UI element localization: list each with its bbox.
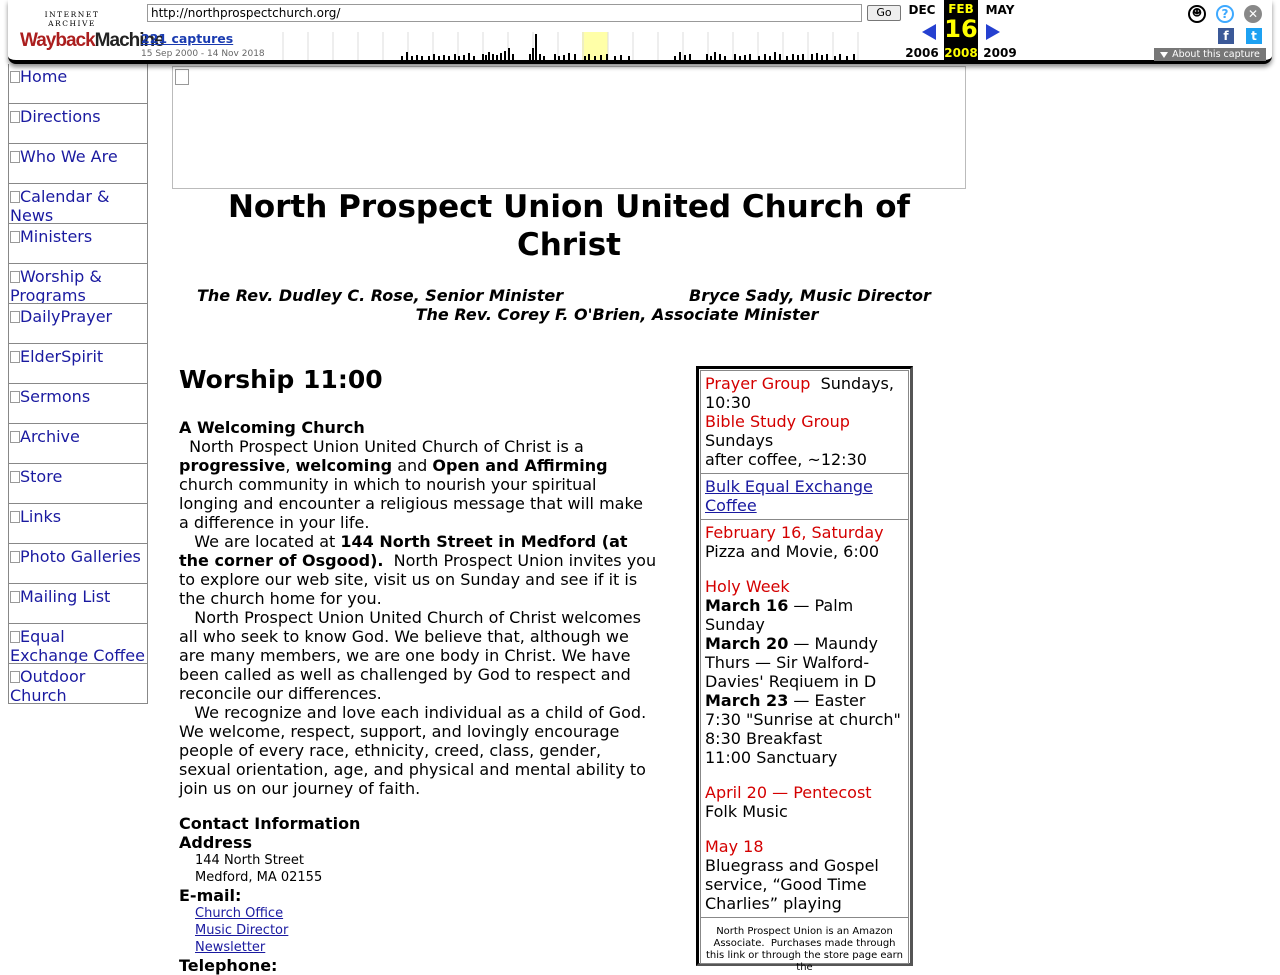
sidebar-item-store[interactable]: Store: [8, 464, 148, 504]
broken-image-icon: [10, 151, 20, 163]
prev-capture-arrow-icon[interactable]: [922, 24, 936, 40]
sidebar-item-calendar-news[interactable]: Calendar & News: [8, 184, 148, 224]
upcoming-events: [701, 520, 908, 918]
broken-image-icon: [10, 471, 20, 483]
event-march16-text: — Palm Sunday: [705, 596, 854, 634]
event-may-text: Bluegrass and Gospel service, “Good Time Charlies” playing: [705, 856, 879, 913]
next-month[interactable]: MAY: [985, 3, 1015, 17]
triangle-down-icon: [1160, 52, 1168, 58]
broken-image-icon: [10, 351, 20, 363]
broken-image-icon: [10, 111, 20, 123]
capture-date-range: 15 Sep 2000 - 14 Nov 2018: [141, 49, 265, 59]
twitter-icon[interactable]: t: [1246, 28, 1262, 44]
sidebar-item-who-we-are[interactable]: Who We Are: [8, 144, 148, 184]
header-banner-image: [172, 66, 966, 189]
current-capture-date: [944, 0, 978, 60]
logo-machine: Machine: [94, 30, 164, 51]
broken-image-icon: [10, 231, 20, 243]
logo-wayback: Wayback: [20, 30, 95, 51]
event-may-label: May 18: [705, 837, 764, 856]
sidebar-item-photo-galleries[interactable]: Photo Galleries: [8, 544, 148, 584]
broken-image-icon: [10, 511, 20, 523]
broken-image-icon: [10, 431, 20, 443]
current-month: FEB: [948, 2, 974, 16]
current-year: 2008: [944, 46, 978, 60]
go-button[interactable]: Go: [867, 5, 901, 21]
email-link-newsletter[interactable]: Newsletter: [195, 940, 266, 955]
close-icon[interactable]: ✕: [1244, 5, 1262, 23]
sparkline-year-dividers: [283, 32, 858, 60]
email-heading: E-mail:: [179, 886, 242, 905]
event-march20-text: — Maundy Thurs — Sir Walford-Davies' Reqiuem in D: [705, 634, 879, 691]
sidebar-item-directions[interactable]: Directions: [8, 104, 148, 144]
facebook-icon[interactable]: f: [1218, 28, 1234, 44]
main-content: [179, 365, 662, 975]
associate-minister: The Rev. Corey F. O'Brien, Associate Minister: [415, 305, 819, 324]
music-director: Bryce Sady, Music Director: [689, 286, 931, 305]
broken-image-icon: [10, 271, 20, 283]
captures-link[interactable]: 221 captures: [141, 31, 234, 46]
event-march23-date: March 23: [705, 691, 789, 710]
sidebar-item-mailing-list[interactable]: Mailing List: [8, 584, 148, 624]
sidebar-item-archive[interactable]: Archive: [8, 424, 148, 464]
welcome-paragraph-3: North Prospect Union United Church of Christ welcomes all who seek to know God. We believe that, although we are many members, we are one body in Christ. We have been called as well as challenged by God to respect and reconcile our differences.: [179, 608, 647, 703]
email-link-music-director[interactable]: Music Director: [195, 923, 289, 938]
sidebar-item-outdoor-church[interactable]: Outdoor Church: [8, 664, 148, 704]
about-this-capture-label: About this capture: [1172, 49, 1260, 60]
bible-study-day: Sundays: [705, 431, 774, 450]
page-title: North Prospect Union United Church of Christ: [227, 189, 911, 263]
sidebar-item-home[interactable]: Home: [8, 64, 148, 104]
user-account-icon[interactable]: ☻: [1188, 5, 1206, 23]
event-march20-date: March 20: [705, 634, 789, 653]
broken-image-icon: [175, 69, 189, 85]
welcome-heading: A Welcoming Church: [179, 418, 365, 437]
prayer-group-time: Sundays, 10:30: [705, 374, 899, 412]
amazon-associate-note: North Prospect Union is an Amazon Associate. Purchases made through this link or through the store page earn the: [706, 926, 907, 973]
broken-image-icon: [10, 551, 20, 563]
prev-month[interactable]: DEC: [908, 3, 936, 17]
event-march23-line2: 8:30 Breakfast: [705, 729, 823, 748]
welcome-paragraph-2: We are located at 144 North Street in Medford (at the corner of Osgood). North Prospect Union invites you to explore our web site, visit us on Sunday and see if it is the church home for you.: [179, 532, 662, 608]
email-link-church-office[interactable]: Church Office: [195, 906, 284, 921]
sparkline-bars: [401, 34, 855, 60]
broken-image-icon: [10, 391, 20, 403]
sidebar-item-worship-programs[interactable]: Worship & Programs: [8, 264, 148, 304]
sidebar-nav: [8, 64, 148, 704]
events-box: [696, 366, 913, 973]
broken-image-icon: [10, 311, 20, 323]
broken-image-icon: [10, 591, 20, 603]
holy-week-label: Holy Week: [705, 577, 790, 596]
event-march23-text: — Easter: [788, 691, 866, 710]
event-feb-label: February 16, Saturday: [705, 523, 884, 542]
bible-study-label: Bible Study Group: [705, 412, 850, 431]
broken-image-icon: [10, 631, 20, 643]
welcome-paragraph-1: North Prospect Union United Church of Christ is a progressive, welcoming and Open and Affirming church community in which to nourish your spiritual longing and encounter a religious message that will make a difference in your life.: [179, 437, 643, 532]
bible-study-time: after coffee, ~12:30: [705, 450, 867, 469]
prev-year[interactable]: 2006: [905, 46, 939, 60]
event-feb-text: Pizza and Movie, 6:00: [705, 542, 880, 561]
address-line-2: Medford, MA 02155: [195, 870, 323, 885]
url-input[interactable]: http://northprospectchurch.org/: [147, 4, 862, 22]
sidebar-item-sermons[interactable]: Sermons: [8, 384, 148, 424]
about-this-capture-button[interactable]: [1154, 48, 1266, 61]
current-day: 16: [944, 15, 978, 43]
address-heading: Address: [179, 833, 253, 852]
welcome-paragraph-4: We recognize and love each individual as a child of God. We welcome, respect, support, and lovingly encourage people of every race, ethnicity, creed, class, gender, sexual orientation, age, and physical and mental ability to join us on our journey of faith.: [179, 703, 652, 798]
wayback-toolbar: [8, 0, 1272, 64]
event-march23-line1: 7:30 "Sunrise at church": [705, 710, 901, 729]
sidebar-item-ministers[interactable]: Ministers: [8, 224, 148, 264]
contact-heading: Contact Information: [179, 814, 361, 833]
broken-image-icon: [10, 71, 20, 83]
sidebar-item-links[interactable]: Links: [8, 504, 148, 544]
prayer-group-label: Prayer Group: [705, 374, 811, 393]
event-april-label: April 20 — Pentecost: [705, 783, 872, 802]
sidebar-item-daily-prayer[interactable]: DailyPrayer: [8, 304, 148, 344]
help-icon[interactable]: ?: [1216, 5, 1234, 23]
event-march16-date: March 16: [705, 596, 789, 615]
capture-sparkline[interactable]: [278, 32, 878, 60]
senior-minister: The Rev. Dudley C. Rose, Senior Minister: [197, 286, 564, 305]
sidebar-item-equal-exchange-coffee[interactable]: Equal Exchange Coffee: [8, 624, 148, 664]
event-march23-line3: 11:00 Sanctuary: [705, 748, 838, 767]
broken-image-icon: [10, 671, 20, 683]
worship-time-heading: Worship 11:00: [179, 365, 383, 394]
logo-internet-archive: INTERNET ARCHIVE: [44, 10, 100, 28]
event-april-text: Folk Music: [705, 802, 788, 821]
next-capture-arrow-icon[interactable]: [986, 24, 1000, 40]
telephone-heading: Telephone:: [179, 956, 278, 975]
sparkline-current-year: [582, 32, 608, 60]
next-year[interactable]: 2009: [983, 46, 1017, 60]
bulk-coffee-link[interactable]: Bulk Equal Exchange Coffee: [705, 477, 873, 515]
address-line-1: 144 North Street: [195, 853, 304, 868]
wayback-logo[interactable]: [20, 10, 164, 51]
broken-image-icon: [10, 191, 20, 203]
weekly-groups: [701, 371, 908, 474]
sidebar-item-elder-spirit[interactable]: ElderSpirit: [8, 344, 148, 384]
